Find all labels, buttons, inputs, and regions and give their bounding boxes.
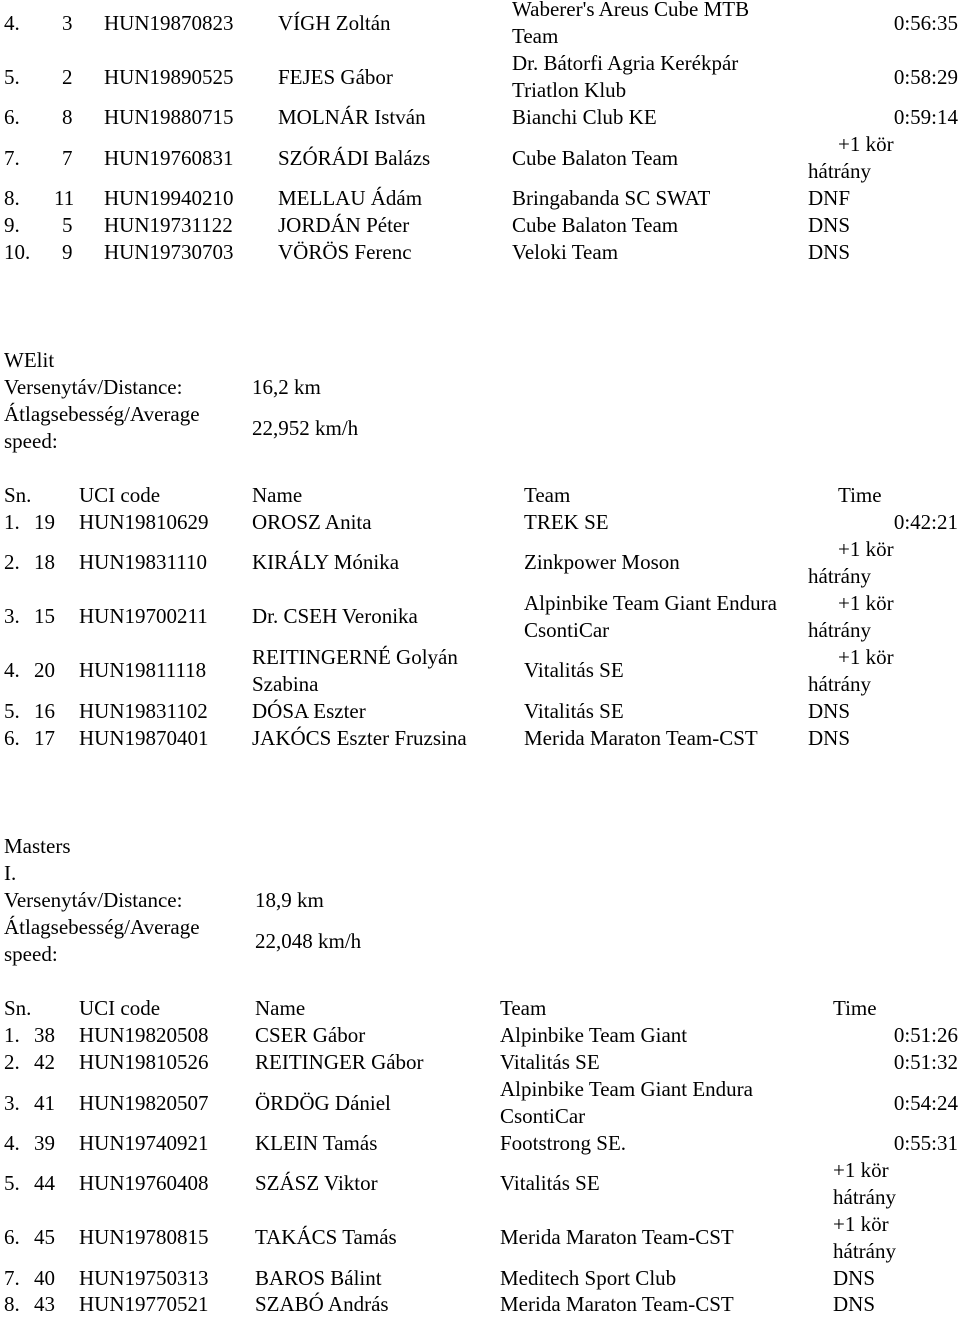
rank: 3. bbox=[4, 604, 20, 628]
rank: 6. bbox=[4, 726, 20, 750]
uci-code: HUN19700211 bbox=[79, 604, 208, 628]
team-name: Merida Maraton Team-CST bbox=[524, 726, 758, 750]
rider-name: OROSZ Anita bbox=[252, 510, 372, 534]
finish-time: 0:51:32 bbox=[893, 1050, 958, 1074]
team-name: CsontiCar bbox=[500, 1104, 586, 1128]
uci-code: HUN19880715 bbox=[104, 105, 234, 129]
finish-time: +1 kör bbox=[838, 537, 894, 561]
team-name: Bringabanda SC SWAT bbox=[512, 186, 711, 210]
rider-name: MOLNÁR István bbox=[278, 105, 426, 129]
rank: 3. bbox=[4, 1091, 20, 1115]
finish-time: +1 kör bbox=[833, 1158, 889, 1182]
uci-code: HUN19740921 bbox=[79, 1131, 209, 1155]
finish-time: 0:58:29 bbox=[893, 65, 958, 89]
speed-label: Átlagsebesség/Average bbox=[4, 402, 200, 426]
team-name: Zinkpower Moson bbox=[524, 550, 680, 574]
rank: 5. bbox=[4, 1171, 20, 1195]
speed-value: 22,952 km/h bbox=[252, 416, 359, 440]
finish-time: DNF bbox=[808, 186, 851, 210]
bib: 7 bbox=[62, 146, 73, 170]
rank: 6. bbox=[4, 1225, 20, 1249]
rider-name: SZÓRÁDI Balázs bbox=[278, 146, 431, 170]
rank: 7. bbox=[4, 1266, 20, 1290]
rider-name: TAKÁCS Tamás bbox=[255, 1225, 397, 1249]
team-name: Team bbox=[512, 24, 559, 48]
column-header-sn: Sn. bbox=[4, 996, 32, 1020]
rank: 7. bbox=[4, 146, 20, 170]
team-name: Alpinbike Team Giant bbox=[500, 1023, 688, 1047]
rider-name: VÖRÖS Ferenc bbox=[278, 240, 412, 264]
team-name: TREK SE bbox=[524, 510, 609, 534]
rank: 6. bbox=[4, 105, 20, 129]
rank: 4. bbox=[4, 658, 20, 682]
rider-name: REITINGERNÉ Golyán bbox=[252, 645, 458, 669]
rank: 10. bbox=[4, 240, 31, 264]
bib: 38 bbox=[34, 1023, 55, 1047]
rider-name: BAROS Bálint bbox=[255, 1266, 382, 1290]
rider-name: JAKÓCS Eszter Fruzsina bbox=[252, 726, 467, 750]
rider-name: JORDÁN Péter bbox=[278, 213, 410, 237]
rank: 2. bbox=[4, 550, 20, 574]
bib: 43 bbox=[34, 1292, 55, 1316]
section-title: Masters bbox=[4, 834, 71, 858]
rider-name: ÖRDÖG Dániel bbox=[255, 1091, 391, 1115]
uci-code: HUN19780815 bbox=[79, 1225, 209, 1249]
section-title: WElit bbox=[4, 348, 55, 372]
uci-code: HUN19870401 bbox=[79, 726, 209, 750]
team-name: Merida Maraton Team-CST bbox=[500, 1225, 734, 1249]
bib: 39 bbox=[34, 1131, 55, 1155]
bib: 9 bbox=[62, 240, 73, 264]
bib: 41 bbox=[34, 1091, 55, 1115]
team-name: Meditech Sport Club bbox=[500, 1266, 677, 1290]
rider-name: Dr. CSEH Veronika bbox=[252, 604, 418, 628]
rank: 9. bbox=[4, 213, 20, 237]
team-name: Veloki Team bbox=[512, 240, 619, 264]
column-header-time: Time bbox=[833, 996, 877, 1020]
finish-time: 0:42:21 bbox=[893, 510, 958, 534]
speed-label: speed: bbox=[4, 429, 58, 453]
rider-name: Szabina bbox=[252, 672, 319, 696]
finish-time: +1 kör bbox=[838, 132, 894, 156]
bib: 42 bbox=[34, 1050, 55, 1074]
rider-name: REITINGER Gábor bbox=[255, 1050, 424, 1074]
team-name: Bianchi Club KE bbox=[512, 105, 657, 129]
finish-time: DNS bbox=[808, 726, 851, 750]
rank: 5. bbox=[4, 65, 20, 89]
team-name: Alpinbike Team Giant Endura bbox=[524, 591, 777, 615]
finish-time: hátrány bbox=[833, 1185, 896, 1209]
finish-time: DNS bbox=[833, 1292, 876, 1316]
rank: 8. bbox=[4, 186, 20, 210]
bib: 11 bbox=[54, 186, 75, 210]
rider-name: KLEIN Tamás bbox=[255, 1131, 378, 1155]
bib: 15 bbox=[34, 604, 55, 628]
finish-time: DNS bbox=[808, 240, 851, 264]
column-header-uci: UCI code bbox=[79, 483, 161, 507]
uci-code: HUN19870823 bbox=[104, 11, 234, 35]
bib: 5 bbox=[62, 213, 73, 237]
uci-code: HUN19831102 bbox=[79, 699, 208, 723]
speed-value: 22,048 km/h bbox=[255, 929, 362, 953]
rank: 4. bbox=[4, 1131, 20, 1155]
rider-name: VÍGH Zoltán bbox=[278, 11, 391, 35]
finish-time: 0:59:14 bbox=[893, 105, 958, 129]
finish-time: hátrány bbox=[808, 618, 871, 642]
rank: 4. bbox=[4, 11, 20, 35]
finish-time: DNS bbox=[808, 213, 851, 237]
team-name: Cube Balaton Team bbox=[512, 146, 679, 170]
uci-code: HUN19940210 bbox=[104, 186, 234, 210]
uci-code: HUN19831110 bbox=[79, 550, 207, 574]
team-name: Dr. Bátorfi Agria Kerékpár bbox=[512, 51, 739, 75]
finish-time: +1 kör bbox=[838, 645, 894, 669]
finish-time: 0:55:31 bbox=[893, 1131, 958, 1155]
bib: 8 bbox=[62, 105, 73, 129]
rider-name: CSER Gábor bbox=[255, 1023, 366, 1047]
rider-name: MELLAU Ádám bbox=[278, 186, 423, 210]
uci-code: HUN19760831 bbox=[104, 146, 234, 170]
bib: 45 bbox=[34, 1225, 55, 1249]
section-title: I. bbox=[4, 861, 17, 885]
column-header-sn: Sn. bbox=[4, 483, 32, 507]
column-header-team: Team bbox=[524, 483, 571, 507]
team-name: Footstrong SE. bbox=[500, 1131, 627, 1155]
team-name: CsontiCar bbox=[524, 618, 610, 642]
column-header-uci: UCI code bbox=[79, 996, 161, 1020]
bib: 44 bbox=[34, 1171, 55, 1195]
finish-time: 0:56:35 bbox=[893, 11, 958, 35]
distance-value: 16,2 km bbox=[252, 375, 321, 399]
distance-value: 18,9 km bbox=[255, 888, 324, 912]
distance-label: Versenytáv/Distance: bbox=[4, 888, 183, 912]
speed-label: Átlagsebesség/Average bbox=[4, 915, 200, 939]
team-name: Vitalitás SE bbox=[524, 658, 624, 682]
uci-code: HUN19810629 bbox=[79, 510, 209, 534]
team-name: Vitalitás SE bbox=[524, 699, 624, 723]
finish-time: hátrány bbox=[808, 564, 871, 588]
bib: 16 bbox=[34, 699, 55, 723]
rider-name: FEJES Gábor bbox=[278, 65, 393, 89]
uci-code: HUN19810526 bbox=[79, 1050, 209, 1074]
team-name: Vitalitás SE bbox=[500, 1050, 600, 1074]
team-name: Cube Balaton Team bbox=[512, 213, 679, 237]
speed-label: speed: bbox=[4, 942, 58, 966]
finish-time: 0:51:26 bbox=[893, 1023, 958, 1047]
rank: 1. bbox=[4, 1023, 20, 1047]
uci-code: HUN19820507 bbox=[79, 1091, 209, 1115]
column-header-team: Team bbox=[500, 996, 547, 1020]
team-name: Waberer's Areus Cube MTB bbox=[512, 0, 750, 21]
team-name: Triatlon Klub bbox=[512, 78, 627, 102]
uci-code: HUN19750313 bbox=[79, 1266, 209, 1290]
finish-time: hátrány bbox=[833, 1239, 896, 1263]
distance-label: Versenytáv/Distance: bbox=[4, 375, 183, 399]
rank: 5. bbox=[4, 699, 20, 723]
team-name: Merida Maraton Team-CST bbox=[500, 1292, 734, 1316]
bib: 17 bbox=[34, 726, 55, 750]
rider-name: KIRÁLY Mónika bbox=[252, 550, 400, 574]
finish-time: +1 kör bbox=[833, 1212, 889, 1236]
finish-time: +1 kör bbox=[838, 591, 894, 615]
finish-time: DNS bbox=[833, 1266, 876, 1290]
uci-code: HUN19730703 bbox=[104, 240, 234, 264]
rider-name: SZÁSZ Viktor bbox=[255, 1171, 378, 1195]
uci-code: HUN19770521 bbox=[79, 1292, 209, 1316]
bib: 20 bbox=[34, 658, 55, 682]
team-name: Vitalitás SE bbox=[500, 1171, 600, 1195]
rank: 1. bbox=[4, 510, 20, 534]
bib: 2 bbox=[62, 65, 73, 89]
rider-name: SZABÓ András bbox=[255, 1292, 389, 1316]
rider-name: DÓSA Eszter bbox=[252, 699, 366, 723]
uci-code: HUN19760408 bbox=[79, 1171, 209, 1195]
rank: 2. bbox=[4, 1050, 20, 1074]
column-header-time: Time bbox=[838, 483, 882, 507]
team-name: Alpinbike Team Giant Endura bbox=[500, 1077, 753, 1101]
finish-time: DNS bbox=[808, 699, 851, 723]
column-header-name: Name bbox=[255, 996, 306, 1020]
column-header-name: Name bbox=[252, 483, 303, 507]
bib: 18 bbox=[34, 550, 55, 574]
finish-time: hátrány bbox=[808, 159, 871, 183]
bib: 40 bbox=[34, 1266, 55, 1290]
finish-time: 0:54:24 bbox=[893, 1091, 958, 1115]
rank: 8. bbox=[4, 1292, 20, 1316]
uci-code: HUN19731122 bbox=[104, 213, 233, 237]
uci-code: HUN19811118 bbox=[79, 658, 207, 682]
bib: 19 bbox=[34, 510, 55, 534]
finish-time: hátrány bbox=[808, 672, 871, 696]
bib: 3 bbox=[62, 11, 73, 35]
uci-code: HUN19820508 bbox=[79, 1023, 209, 1047]
uci-code: HUN19890525 bbox=[104, 65, 234, 89]
